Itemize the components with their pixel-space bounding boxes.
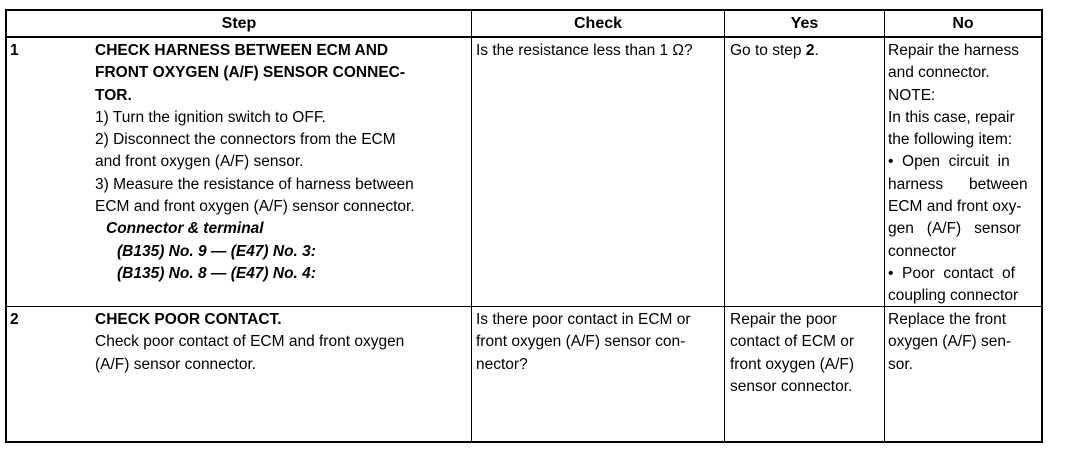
check-line: Is there poor contact in ECM or: [476, 311, 691, 328]
yes-action-line: contact of ECM or: [730, 333, 855, 351]
check-question: [476, 309, 722, 376]
note-label: NOTE:: [888, 86, 936, 104]
step-instruction-line: 2) Disconnect the connectors from the ECM: [95, 131, 396, 149]
note-line: • Poor contact of: [888, 264, 1015, 282]
note-line: the following item:: [888, 131, 1013, 149]
note-line: coupling connector: [888, 287, 1019, 305]
note-line: • Open circuit in: [888, 153, 1010, 171]
check-line: nector?: [476, 355, 528, 373]
step-title: CHECK POOR CONTACT.: [95, 311, 282, 328]
no-action-line: Repair the harness: [888, 42, 1019, 59]
step-1-content: [95, 40, 467, 285]
note-line: ECM and front oxy-: [888, 198, 1022, 216]
column-divider: [724, 11, 725, 441]
yes-action-suffix: .: [814, 42, 819, 59]
note-line: connector: [888, 242, 957, 260]
connector-heading: Connector & terminal: [106, 220, 264, 238]
no-action-line: oxygen (A/F) sen-: [888, 333, 1012, 351]
note-line: harness between: [888, 175, 1028, 193]
step-title-line: TOR.: [95, 86, 132, 104]
yes-action-text: Go to step: [730, 42, 806, 59]
step-number: 1: [10, 42, 19, 59]
yes-action-line: front oxygen (A/F): [730, 355, 855, 373]
step-instruction-line: (A/F) sensor connector.: [95, 355, 257, 373]
step-number: 2: [10, 311, 19, 328]
note-line: gen (A/F) sensor: [888, 220, 1021, 238]
step-instruction-line: and front oxygen (A/F) sensor.: [95, 153, 304, 171]
header-check: Check: [573, 15, 623, 32]
no-action: [888, 309, 1038, 376]
diagnostic-table: [5, 9, 1043, 443]
connector-terminal-line: (B135) No. 9 — (E47) No. 3:: [117, 242, 316, 260]
header-step: Step: [221, 15, 257, 32]
step-instruction-line: 3) Measure the resistance of harness between: [95, 175, 414, 193]
yes-action: [730, 40, 882, 62]
check-line: front oxygen (A/F) sensor con-: [476, 333, 686, 351]
step-instruction-line: Check poor contact of ECM and front oxygen: [95, 333, 405, 351]
header-no: No: [952, 15, 974, 32]
no-action-line: and connector.: [888, 64, 990, 82]
no-action-line: Replace the front: [888, 311, 1007, 328]
connector-terminal-line: (B135) No. 8 — (E47) No. 4:: [117, 264, 316, 282]
header-yes: Yes: [790, 15, 819, 32]
column-divider: [884, 11, 885, 441]
yes-action-line: sensor connector.: [730, 377, 853, 395]
step-instruction-line: 1) Turn the ignition switch to OFF.: [95, 108, 326, 126]
yes-step-link: 2: [805, 42, 815, 59]
step-title-line: CHECK HARNESS BETWEEN ECM AND: [95, 42, 389, 59]
step-instruction-line: ECM and front oxygen (A/F) sensor connector.: [95, 198, 415, 216]
column-divider: [471, 11, 472, 441]
no-action-line: sor.: [888, 355, 913, 373]
row-divider: [7, 306, 1041, 307]
no-action: [888, 40, 1038, 308]
note-line: In this case, repair: [888, 108, 1015, 126]
step-2-content: [95, 309, 467, 376]
yes-action-line: Repair the poor: [730, 311, 837, 328]
yes-action: [730, 309, 882, 398]
step-title-line: FRONT OXYGEN (A/F) SENSOR CONNEC-: [95, 64, 406, 82]
check-question: Is the resistance less than 1 Ω?: [476, 42, 693, 59]
